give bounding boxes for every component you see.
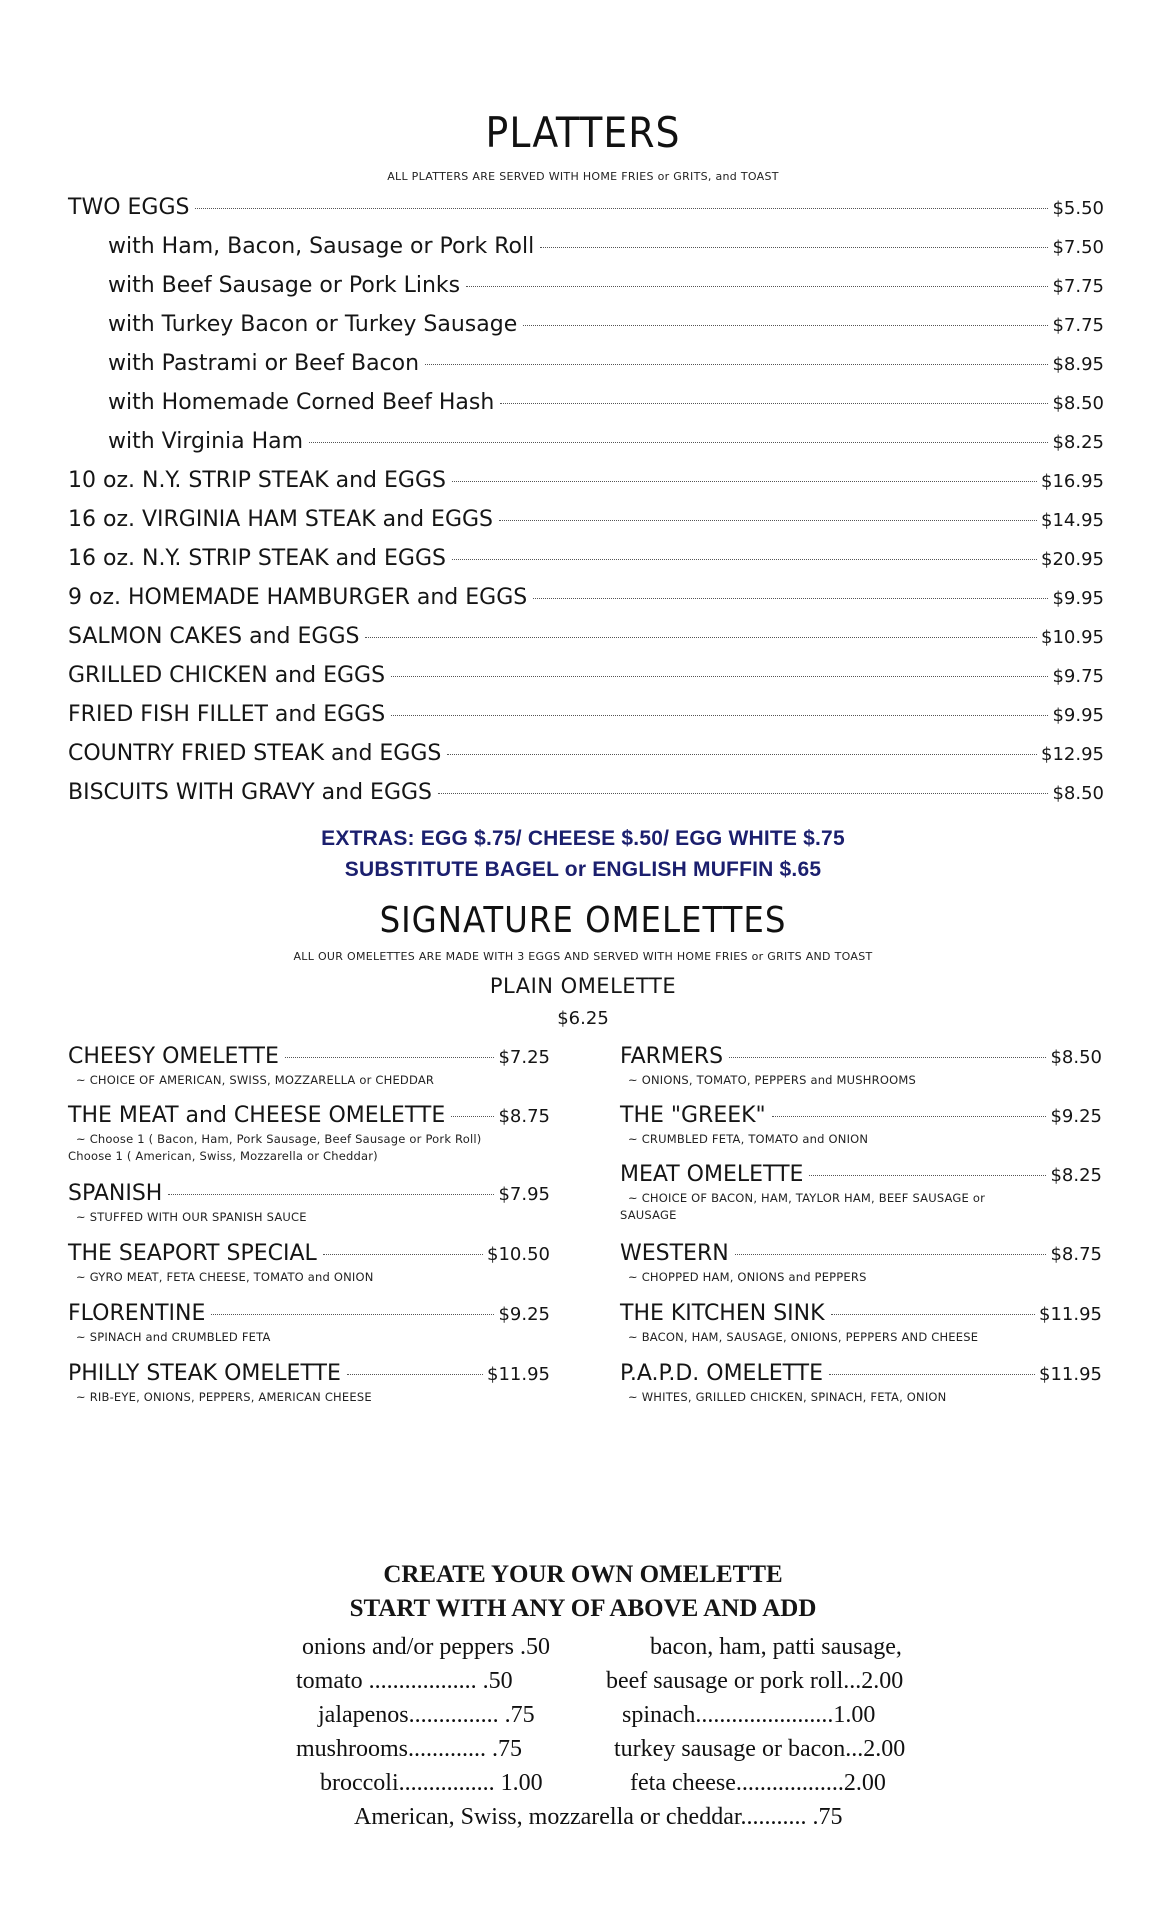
leader-dots bbox=[168, 1194, 494, 1195]
extras-line-1: EXTRAS: EGG $.75/ CHEESE $.50/ EGG WHITE $.75 bbox=[321, 827, 845, 850]
leader-dots bbox=[523, 325, 1048, 326]
leader-dots bbox=[533, 598, 1048, 599]
addon-right: beef sausage or pork roll...2.00 bbox=[606, 1668, 904, 1694]
leader-dots bbox=[347, 1374, 483, 1375]
omelette-price: $9.25 bbox=[1050, 1106, 1102, 1127]
omelette-item bbox=[68, 1360, 550, 1406]
omelette-item bbox=[68, 1300, 550, 1346]
platter-row bbox=[108, 311, 1104, 340]
platter-name: 10 oz. N.Y. STRIP STEAK and EGGS bbox=[68, 468, 446, 493]
omelette-name: FLORENTINE bbox=[68, 1301, 206, 1326]
omelette-price: $8.25 bbox=[1050, 1165, 1102, 1186]
addon-left: broccoli................ 1.00 bbox=[320, 1770, 543, 1796]
addon-right: feta cheese..................2.00 bbox=[630, 1770, 886, 1796]
leader-dots bbox=[309, 442, 1048, 443]
platter-price: $7.75 bbox=[1052, 315, 1104, 336]
plain-omelette-name: PLAIN OMELETTE bbox=[489, 974, 677, 998]
platter-row bbox=[68, 467, 1104, 496]
platter-name: COUNTRY FRIED STEAK and EGGS bbox=[68, 741, 442, 766]
platter-name: with Homemade Corned Beef Hash bbox=[108, 390, 495, 415]
platter-row bbox=[68, 701, 1104, 730]
leader-dots bbox=[391, 676, 1048, 677]
omelette-name: THE "GREEK" bbox=[620, 1103, 766, 1128]
platter-name: with Ham, Bacon, Sausage or Pork Roll bbox=[108, 234, 535, 259]
plain-omelette-price: $6.25 bbox=[557, 1008, 609, 1029]
omelette-item bbox=[620, 1161, 1102, 1224]
omelette-description: ~ RIB-EYE, ONIONS, PEPPERS, AMERICAN CHEESE bbox=[76, 1390, 372, 1404]
omelette-description: ~ CHOICE OF AMERICAN, SWISS, MOZZARELLA or CHEDDAR bbox=[76, 1073, 435, 1087]
platter-price: $16.95 bbox=[1041, 471, 1104, 492]
platter-name: with Beef Sausage or Pork Links bbox=[108, 273, 461, 298]
platter-row bbox=[68, 584, 1104, 613]
omelette-price: $11.95 bbox=[1039, 1364, 1102, 1385]
omelettes-note: ALL OUR OMELETTES ARE MADE WITH 3 EGGS AND SERVED WITH HOME FRIES or GRITS AND TOAST bbox=[293, 950, 873, 963]
omelette-price: $8.75 bbox=[498, 1106, 550, 1127]
create-your-own-heading-1: CREATE YOUR OWN OMELETTE bbox=[383, 1561, 783, 1588]
leader-dots bbox=[323, 1254, 483, 1255]
omelette-price: $7.95 bbox=[498, 1184, 550, 1205]
omelette-item bbox=[68, 1240, 550, 1286]
addon-left: jalapenos............... .75 bbox=[318, 1702, 535, 1728]
platter-row bbox=[108, 350, 1104, 379]
omelette-item bbox=[68, 1043, 550, 1089]
platter-name: with Virginia Ham bbox=[108, 429, 304, 454]
platter-row bbox=[108, 389, 1104, 418]
omelette-name: PHILLY STEAK OMELETTE bbox=[68, 1361, 341, 1386]
create-your-own-heading-2: START WITH ANY OF ABOVE AND ADD bbox=[349, 1595, 817, 1622]
extras-line-2: SUBSTITUTE BAGEL or ENGLISH MUFFIN $.65 bbox=[344, 858, 822, 881]
platter-name: 16 oz. VIRGINIA HAM STEAK and EGGS bbox=[68, 507, 494, 532]
leader-dots bbox=[540, 247, 1048, 248]
omelette-description: ~ GYRO MEAT, FETA CHEESE, TOMATO and ONION bbox=[76, 1270, 374, 1284]
leader-dots bbox=[447, 754, 1037, 755]
omelette-description: ~ CHOPPED HAM, ONIONS and PEPPERS bbox=[628, 1270, 867, 1284]
leader-dots bbox=[452, 481, 1037, 482]
omelette-price: $11.95 bbox=[1039, 1304, 1102, 1325]
leader-dots bbox=[809, 1175, 1046, 1176]
leader-dots bbox=[466, 286, 1048, 287]
omelette-description: ~ WHITES, GRILLED CHICKEN, SPINACH, FETA, ONION bbox=[628, 1390, 947, 1404]
platter-name: BISCUITS WITH GRAVY and EGGS bbox=[68, 780, 433, 805]
leader-dots bbox=[438, 793, 1048, 794]
leader-dots bbox=[451, 1116, 494, 1117]
leader-dots bbox=[500, 403, 1048, 404]
leader-dots bbox=[211, 1314, 494, 1315]
platter-name: 16 oz. N.Y. STRIP STEAK and EGGS bbox=[68, 546, 446, 571]
platter-row bbox=[108, 233, 1104, 262]
omelette-item bbox=[620, 1360, 1102, 1406]
omelette-name: THE MEAT and CHEESE OMELETTE bbox=[68, 1103, 446, 1128]
omelette-name: CHEESY OMELETTE bbox=[68, 1044, 279, 1069]
omelette-description: ~ BACON, HAM, SAUSAGE, ONIONS, PEPPERS AND CHEESE bbox=[628, 1330, 979, 1344]
omelette-price: $8.50 bbox=[1050, 1047, 1102, 1068]
platter-price: $8.50 bbox=[1052, 783, 1104, 804]
omelette-description-2: Choose 1 ( American, Swiss, Mozzarella or Cheddar) bbox=[68, 1149, 378, 1163]
leader-dots bbox=[195, 208, 1048, 209]
addon-left: tomato .................. .50 bbox=[296, 1668, 513, 1694]
omelette-item bbox=[620, 1043, 1102, 1089]
platter-price: $8.50 bbox=[1052, 393, 1104, 414]
leader-dots bbox=[365, 637, 1037, 638]
platter-row bbox=[68, 779, 1104, 808]
platter-row bbox=[68, 740, 1104, 769]
platter-price: $14.95 bbox=[1041, 510, 1104, 531]
omelette-description: ~ SPINACH and CRUMBLED FETA bbox=[76, 1330, 271, 1344]
platter-row bbox=[68, 194, 1104, 223]
omelette-item bbox=[68, 1180, 550, 1226]
addon-cheese: American, Swiss, mozzarella or cheddar........... .75 bbox=[354, 1804, 843, 1830]
omelette-name: P.A.P.D. OMELETTE bbox=[620, 1361, 823, 1386]
platter-name: 9 oz. HOMEMADE HAMBURGER and EGGS bbox=[68, 585, 528, 610]
platter-price: $9.75 bbox=[1052, 666, 1104, 687]
platter-price: $9.95 bbox=[1052, 588, 1104, 609]
addon-left: mushrooms............. .75 bbox=[296, 1736, 523, 1762]
leader-dots bbox=[391, 715, 1048, 716]
omelette-name: FARMERS bbox=[620, 1044, 724, 1069]
omelette-item bbox=[68, 1102, 550, 1165]
omelette-description: ~ CRUMBLED FETA, TOMATO and ONION bbox=[628, 1132, 869, 1146]
omelette-name: SPANISH bbox=[68, 1181, 163, 1206]
platter-row bbox=[68, 545, 1104, 574]
leader-dots bbox=[452, 559, 1037, 560]
leader-dots bbox=[425, 364, 1048, 365]
addon-right: bacon, ham, patti sausage, bbox=[650, 1634, 902, 1660]
omelette-description: ~ STUFFED WITH OUR SPANISH SAUCE bbox=[76, 1210, 307, 1224]
platter-row bbox=[108, 272, 1104, 301]
omelette-name: THE SEAPORT SPECIAL bbox=[68, 1241, 317, 1266]
omelette-name: THE KITCHEN SINK bbox=[620, 1301, 825, 1326]
platter-name: TWO EGGS bbox=[68, 195, 190, 220]
platter-name: FRIED FISH FILLET and EGGS bbox=[68, 702, 386, 727]
leader-dots bbox=[772, 1116, 1047, 1117]
platter-row bbox=[68, 623, 1104, 652]
platter-name: SALMON CAKES and EGGS bbox=[68, 624, 360, 649]
platter-price: $9.95 bbox=[1052, 705, 1104, 726]
omelette-description: ~ CHOICE OF BACON, HAM, TAYLOR HAM, BEEF SAUSAGE or bbox=[628, 1191, 986, 1205]
addon-left: onions and/or peppers .50 bbox=[302, 1634, 550, 1660]
platter-price: $12.95 bbox=[1041, 744, 1104, 765]
platters-title: PLATTERS bbox=[485, 108, 681, 157]
platter-price: $8.25 bbox=[1052, 432, 1104, 453]
addon-right: spinach.......................1.00 bbox=[622, 1702, 876, 1728]
omelettes-title: SIGNATURE OMELETTES bbox=[379, 900, 787, 941]
platters-note: ALL PLATTERS ARE SERVED WITH HOME FRIES or GRITS, and TOAST bbox=[387, 170, 779, 183]
omelette-price: $8.75 bbox=[1050, 1244, 1102, 1265]
platter-row bbox=[68, 662, 1104, 691]
leader-dots bbox=[829, 1374, 1035, 1375]
leader-dots bbox=[729, 1057, 1046, 1058]
omelette-item bbox=[620, 1300, 1102, 1346]
omelette-description: ~ Choose 1 ( Bacon, Ham, Pork Sausage, Beef Sausage or Pork Roll) bbox=[76, 1132, 482, 1146]
leader-dots bbox=[831, 1314, 1035, 1315]
leader-dots bbox=[285, 1057, 495, 1058]
platter-price: $7.75 bbox=[1052, 276, 1104, 297]
omelette-description: ~ ONIONS, TOMATO, PEPPERS and MUSHROOMS bbox=[628, 1073, 916, 1087]
omelette-price: $11.95 bbox=[487, 1364, 550, 1385]
platter-row bbox=[108, 428, 1104, 457]
omelette-price: $7.25 bbox=[498, 1047, 550, 1068]
omelette-item bbox=[620, 1102, 1102, 1148]
platter-price: $7.50 bbox=[1052, 237, 1104, 258]
platter-name: with Pastrami or Beef Bacon bbox=[108, 351, 420, 376]
platter-price: $8.95 bbox=[1052, 354, 1104, 375]
platter-price: $5.50 bbox=[1052, 198, 1104, 219]
omelette-description-2: SAUSAGE bbox=[620, 1208, 677, 1222]
omelette-price: $9.25 bbox=[498, 1304, 550, 1325]
platter-price: $10.95 bbox=[1041, 627, 1104, 648]
platter-row bbox=[68, 506, 1104, 535]
platter-name: with Turkey Bacon or Turkey Sausage bbox=[108, 312, 518, 337]
platter-name: GRILLED CHICKEN and EGGS bbox=[68, 663, 386, 688]
leader-dots bbox=[499, 520, 1037, 521]
omelette-item bbox=[620, 1240, 1102, 1286]
platter-price: $20.95 bbox=[1041, 549, 1104, 570]
leader-dots bbox=[735, 1254, 1047, 1255]
omelette-price: $10.50 bbox=[487, 1244, 550, 1265]
omelette-name: WESTERN bbox=[620, 1241, 729, 1266]
omelette-name: MEAT OMELETTE bbox=[620, 1162, 804, 1187]
addon-right: turkey sausage or bacon...2.00 bbox=[614, 1736, 906, 1762]
